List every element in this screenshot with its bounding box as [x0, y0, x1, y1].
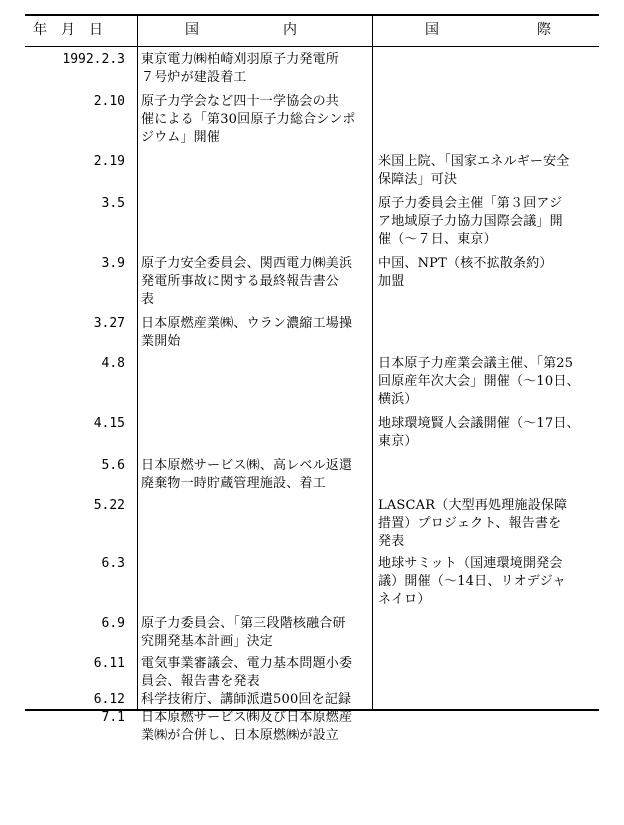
table-header	[25, 14, 599, 47]
international-event-line: 保障法」可決	[378, 172, 458, 187]
row-date: 6.3	[101, 556, 125, 571]
domestic-event-line: 日本原燃産業㈱、ウラン濃縮工場操	[141, 316, 353, 331]
international-event-line: ア地域原子力協力国際会議」開	[378, 214, 563, 229]
row-date: 2.10	[93, 94, 125, 109]
domestic-event-line: ７号炉が建設着工	[141, 70, 247, 85]
column-divider-1	[137, 47, 138, 709]
domestic-event-line: 原子力安全委員会、関西電力㈱美浜	[141, 256, 353, 271]
international-event-line: 催（～７日、東京）	[378, 232, 497, 247]
header-divider-2	[372, 16, 373, 46]
row-date: 6.12	[93, 692, 125, 707]
row-date: 7.1	[101, 710, 125, 725]
row-date: 3.27	[93, 316, 125, 331]
international-event-line: 措置）プロジェクト、報告書を	[378, 516, 562, 531]
row-date: 5.6	[101, 458, 125, 473]
international-event-line: 東京）	[378, 434, 418, 449]
international-event-line: 議）開催（～14日、リオデジャ	[378, 574, 566, 589]
international-event-line: 日本原子力産業会議主催、「第25	[378, 356, 574, 371]
international-event-line: 回原産年次大会」開催（～10日、	[378, 374, 580, 389]
domestic-event-line: 原子力学会など四十一学協会の共	[141, 94, 340, 109]
international-event-line: LASCAR（大型再処理施設保障	[378, 498, 568, 513]
domestic-event-line: 科学技術庁、講師派遣500回を記録	[141, 692, 352, 707]
domestic-event-line: 東京電力㈱柏崎刈羽原子力発電所	[141, 52, 340, 67]
international-event-line: 地球サミット（国連環境開発会	[378, 556, 563, 571]
domestic-event-line: 廃棄物一時貯蔵管理施設、着工	[141, 476, 326, 491]
international-event-line: 原子力委員会主催「第３回アジ	[378, 196, 563, 211]
row-date: 2.19	[93, 154, 125, 169]
international-event-line: 発表	[378, 534, 405, 549]
domestic-event-line: 日本原燃サービス㈱、高レベル返還	[141, 458, 353, 473]
column-divider-2	[372, 47, 373, 709]
domestic-event-line: 催による「第30回原子力総合シンポ	[141, 112, 356, 127]
header-divider-1	[137, 16, 138, 46]
domestic-event-line: 発電所事故に関する最終報告書公	[141, 274, 340, 289]
chronology-table	[25, 14, 599, 743]
international-event-line: 地球環境賢人会議開催（～17日、	[378, 416, 580, 431]
international-event-line: 米国上院、「国家エネルギー安全	[378, 154, 570, 169]
domestic-event-line: 員会、報告書を発表	[141, 674, 260, 689]
row-date: 5.22	[93, 498, 125, 513]
international-event-line: ネイロ）	[378, 592, 431, 607]
row-date: 6.9	[101, 616, 125, 631]
domestic-event-line: 業開始	[141, 334, 181, 349]
row-date: 1992.2.3	[62, 52, 125, 67]
domestic-event-line: 業㈱が合併し、日本原燃㈱が設立	[141, 728, 340, 743]
domestic-event-line: ジウム」開催	[141, 130, 221, 145]
domestic-event-line: 原子力委員会、「第三段階核融合研	[141, 616, 346, 631]
international-event-line: 中国、NPT（核不拡散条約）	[378, 256, 553, 271]
header-date: 年 月 日	[33, 22, 103, 38]
domestic-event-line: 究開発基本計画」決定	[141, 634, 274, 649]
header-international: 国 際	[425, 22, 551, 38]
header-domestic: 国 内	[185, 22, 297, 38]
domestic-event-line: 日本原燃サービス㈱及び日本原燃産	[141, 710, 353, 725]
table-body	[25, 47, 599, 743]
domestic-event-line: 電気事業審議会、電力基本問題小委	[141, 656, 353, 671]
domestic-event-line: 表	[141, 292, 155, 307]
row-date: 3.5	[101, 196, 125, 211]
international-event-line: 横浜）	[378, 392, 418, 407]
row-date: 4.8	[101, 356, 125, 371]
row-date: 3.9	[101, 256, 125, 271]
row-date: 6.11	[93, 656, 125, 671]
row-date: 4.15	[93, 416, 125, 431]
international-event-line: 加盟	[378, 274, 405, 289]
